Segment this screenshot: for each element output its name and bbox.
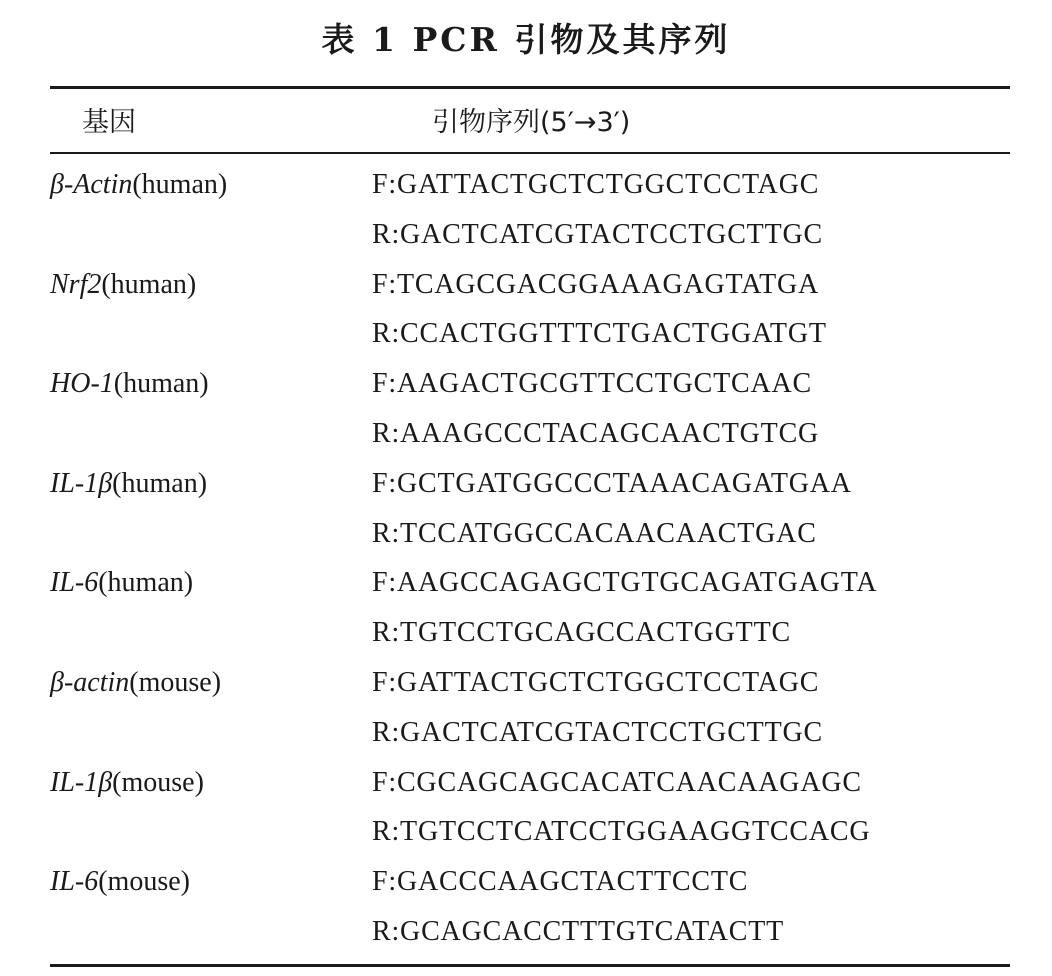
table-row [0,509,1052,559]
table-row [0,459,1052,509]
gene-name: IL-6 [50,866,99,898]
gene-cell [50,857,190,907]
gene-cell [50,260,196,310]
table-row [0,409,1052,459]
primer-sequence: R:TGTCCTGCAGCCACTGGTTC [372,617,791,649]
primer-sequence: F:GATTACTGCTCTGGCTCCTAGC [372,169,820,200]
primer-sequence: R:GCAGCACCTTTGTCATACTT [372,916,785,947]
gene-cell [50,359,209,409]
primer-sequence: F:GCTGATGGCCCTAAACAGATGAA [372,467,852,499]
primer-sequence: F:GACCCAAGCTACTTCCTC [372,866,749,898]
primer-sequence: R:AAAGCCCTACAGCAACTGTCG [372,418,820,449]
primer-sequence: R:TCCATGGCCACAACAACTGAC [372,517,817,549]
gene-name: HO-1 [50,368,114,400]
table-row [0,807,1052,857]
gene-cell [50,658,221,708]
gene-species: (mouse) [98,866,190,898]
gene-species: (human) [112,467,208,499]
gene-species: (mouse) [112,766,204,798]
table-row [0,608,1052,658]
primer-sequence: F:TCAGCGACGGAAAGAGTATGA [372,268,820,300]
table-title: 表 1 PCR 引物及其序列 [321,20,731,59]
top-rule [50,86,1010,89]
gene-species: (mouse) [129,667,222,698]
primer-sequence: R:CCACTGGTTTCTGACTGGATGT [372,318,827,350]
gene-cell [50,558,193,608]
gene-name: Nrf2 [50,268,102,300]
primer-sequence: R:TGTCCTCATCCTGGAAGGTCCACG [372,816,871,848]
primer-sequence: F:AAGCCAGAGCTGTGCAGATGAGTA [372,567,878,599]
table-row [0,857,1052,907]
gene-species: (human) [132,169,228,200]
table-row [0,708,1052,758]
primer-sequence: F:CGCAGCAGCACATCAACAAGAGC [372,766,862,798]
gene-species: (human) [101,268,197,300]
gene-species: (human) [113,368,209,400]
table-row [0,359,1052,409]
table-row [0,309,1052,359]
gene-name: IL-1β [50,467,113,499]
header-sequence: 引物序列(5′→3′) [432,107,631,138]
gene-cell [50,459,207,509]
table-row [0,907,1052,957]
header-rule [50,152,1010,154]
table-row [0,260,1052,310]
gene-name: β-actin [50,667,130,698]
header-gene: 基因 [82,107,136,138]
gene-cell [50,160,227,210]
table-row [0,758,1052,808]
table-row [0,658,1052,708]
gene-species: (human) [98,567,194,599]
gene-name: IL-1β [50,766,113,798]
table-row [0,160,1052,210]
table-row [0,558,1052,608]
primer-sequence: R:GACTCATCGTACTCCTGCTTGC [372,716,823,748]
bottom-rule [50,964,1010,967]
primer-sequence: F:AAGACTGCGTTCCTGCTCAAC [372,368,812,400]
gene-name: β-Actin [50,169,133,200]
primer-sequence: R:GACTCATCGTACTCCTGCTTGC [372,218,823,250]
gene-cell [50,758,204,808]
table-row [0,210,1052,260]
gene-name: IL-6 [50,567,99,599]
primer-sequence: F:GATTACTGCTCTGGCTCCTAGC [372,667,820,698]
